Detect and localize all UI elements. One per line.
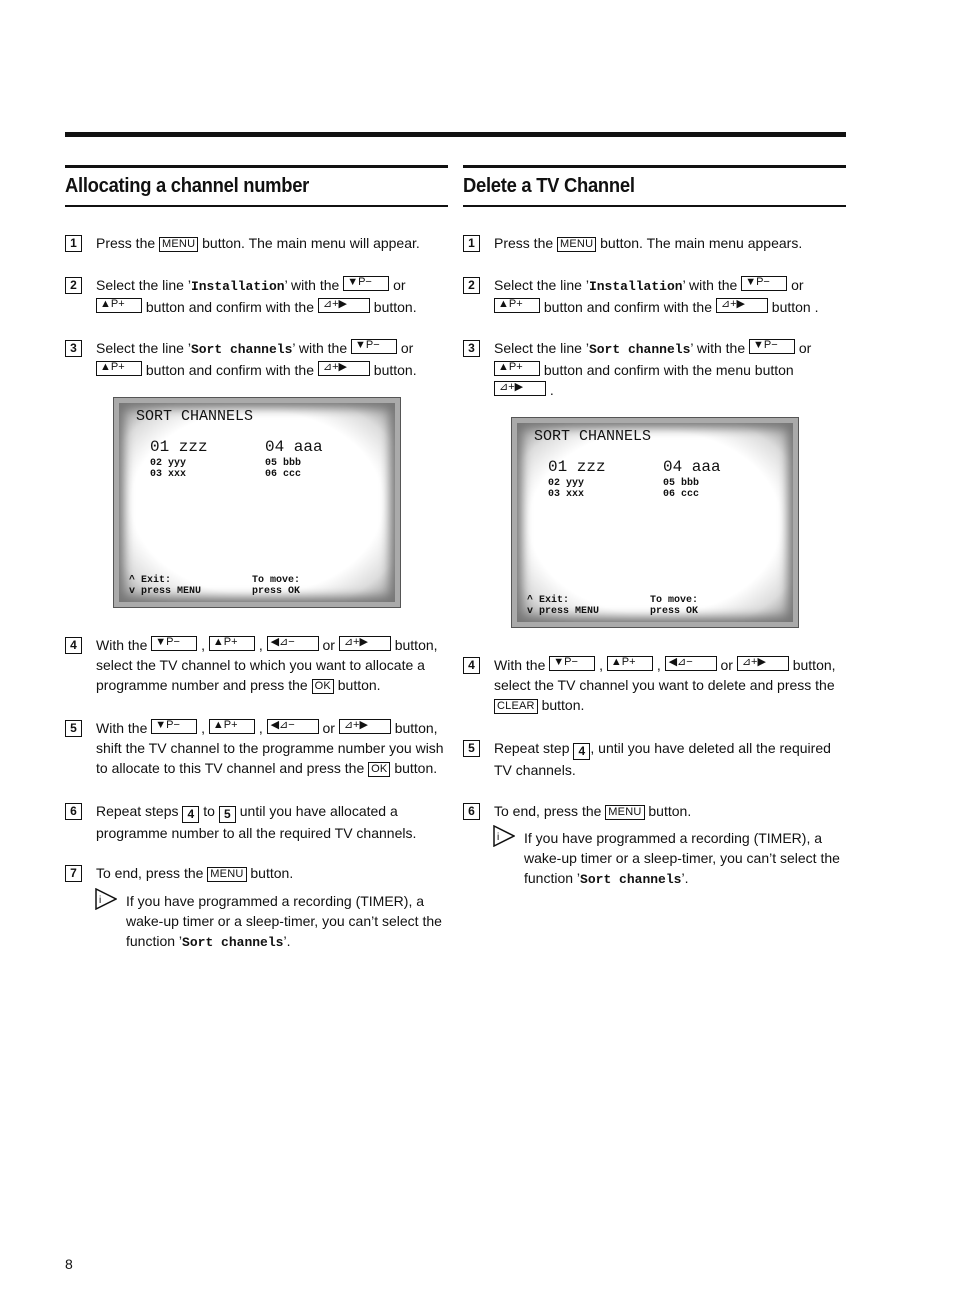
step-number: 7 [65,865,82,882]
vol-plus-button-icon: ⊿+▶ [318,298,370,313]
tv-screen-sort-channels: SORT CHANNELS 01 zzz 02 yyy 03 xxx 04 aaa 05 bbb 06 ccc ^ Exit: v press MENU To move: press OK [113,397,401,608]
p-plus-button-icon: ▲P+ [607,656,653,671]
p-minus-button-icon: ▼P− [151,636,197,651]
menu-key: MENU [207,867,246,882]
tv-screen-sort-channels: SORT CHANNELS 01 zzz 02 yyy 03 xxx 04 aaa 05 bbb 06 ccc ^ Exit: v press MENU To move: press OK [511,417,799,628]
p-plus-button-icon: ▲P+ [96,298,142,313]
top-rule [65,132,846,137]
ok-key: OK [368,762,390,777]
step-number: 4 [65,637,82,654]
p-minus-button-icon: ▼P− [343,276,389,291]
p-plus-button-icon: ▲P+ [209,636,255,651]
step-number: 3 [65,340,82,357]
vol-plus-button-icon: ⊿+▶ [339,636,391,651]
step-number: 4 [463,657,480,674]
vol-plus-button-icon: ⊿+▶ [318,361,370,376]
vol-plus-button-icon: ⊿+▶ [494,381,546,396]
vol-plus-button-icon: ⊿+▶ [716,298,768,313]
info-icon [95,888,117,910]
info-icon [493,825,515,847]
vol-plus-button-icon: ⊿+▶ [339,719,391,734]
vol-minus-button-icon: ◀⊿− [267,636,319,651]
menu-key: MENU [557,237,596,252]
step-number: 2 [65,277,82,294]
step-number: 2 [463,277,480,294]
p-minus-button-icon: ▼P− [741,276,787,291]
p-minus-button-icon: ▼P− [549,656,595,671]
step-number: 3 [463,340,480,357]
vol-plus-button-icon: ⊿+▶ [737,656,789,671]
step-number: 5 [65,720,82,737]
left-column: Allocating a channel number 1 Press the MENU button. The main menu will appear. 2 Select the line ’Installation’ with the ▼P− or ▲P+ button and confirm with the ⊿+▶ button. 3 Select the line ’Sort channels’ with the ▼P− or ▲P+ button and confirm with the ⊿+▶ button. SORT CHANNELS 01 zzz 02 yyy 03 xxx 04 aaa 05 bbb 06 ccc ^ Exit: v press MENU To move: press OK 4 With the ▼P− , ▲P+ , ◀⊿− or ⊿+▶ button, select the TV channel to which you want to allocate a programme number and press the OK button. 5 With the ▼P− , ▲P+ , ◀⊿− or ⊿+▶ button, shift the TV channel to the programme number you wish to allocate to this TV channel and press the OK button. 6 Repeat steps 4 to 5 until you have allocated a programme number to all the required TV channels. 7 To end, press the MENU button. i If you have programmed a recording (TIMER), a wake-up timer or a sleep-timer, you can’t select the function ’Sort channels’. [65,165,448,207]
svg-text:i: i [497,832,500,843]
vol-minus-button-icon: ◀⊿− [267,719,319,734]
menu-key: MENU [159,237,198,252]
right-note: If you have programmed a recording (TIMER), a wake-up timer or a sleep-timer, you can’t select the function ’Sort channels’. [524,830,840,887]
right-column: Delete a TV Channel 1 Press the MENU button. The main menu appears. 2 Select the line ’Installation’ with the ▼P− or ▲P+ button and confirm with the ⊿+▶ button . 3 Select the line ’Sort channels’ with the ▼P− or ▲P+ button and confirm with the menu button ⊿+▶ . SORT CHANNELS 01 zzz 02 yyy 03 xxx 04 aaa 05 bbb 06 ccc ^ Exit: v press MENU To move: press OK 4 With the ▼P− , ▲P+ , ◀⊿− or ⊿+▶ button, select the TV channel you want to delete and press the CLEAR button. 5 Repeat step 4 , until you have deleted all the required TV channels. 6 To end, press the MENU button. i If you have programmed a recording (TIMER), a wake-up timer or a sleep-timer, you can’t select the function ’Sort channels’. [463,165,846,207]
p-plus-button-icon: ▲P+ [96,361,142,376]
p-minus-button-icon: ▼P− [749,339,795,354]
left-note: If you have programmed a recording (TIMER), a wake-up timer or a sleep-timer, you can’t select the function ’Sort channels’. [126,893,442,950]
step-number: 6 [65,803,82,820]
right-section-header [463,165,846,207]
step-number: 5 [463,740,480,757]
svg-text:i: i [99,895,102,906]
page-number: 8 [65,1256,73,1272]
clear-key: CLEAR [494,699,538,714]
step-number: 6 [463,803,480,820]
step-number: 1 [65,235,82,252]
left-section-header [65,165,448,207]
right-section-title: Delete a TV Channel [463,175,635,197]
p-plus-button-icon: ▲P+ [494,361,540,376]
p-plus-button-icon: ▲P+ [209,719,255,734]
p-minus-button-icon: ▼P− [351,339,397,354]
step-number: 1 [463,235,480,252]
left-section-title: Allocating a channel number [65,175,310,197]
screen-title: SORT CHANNELS [136,408,254,425]
menu-key: MENU [605,805,644,820]
vol-minus-button-icon: ◀⊿− [665,656,717,671]
screen-title: SORT CHANNELS [534,428,652,445]
p-minus-button-icon: ▼P− [151,719,197,734]
p-plus-button-icon: ▲P+ [494,298,540,313]
ok-key: OK [312,679,334,694]
